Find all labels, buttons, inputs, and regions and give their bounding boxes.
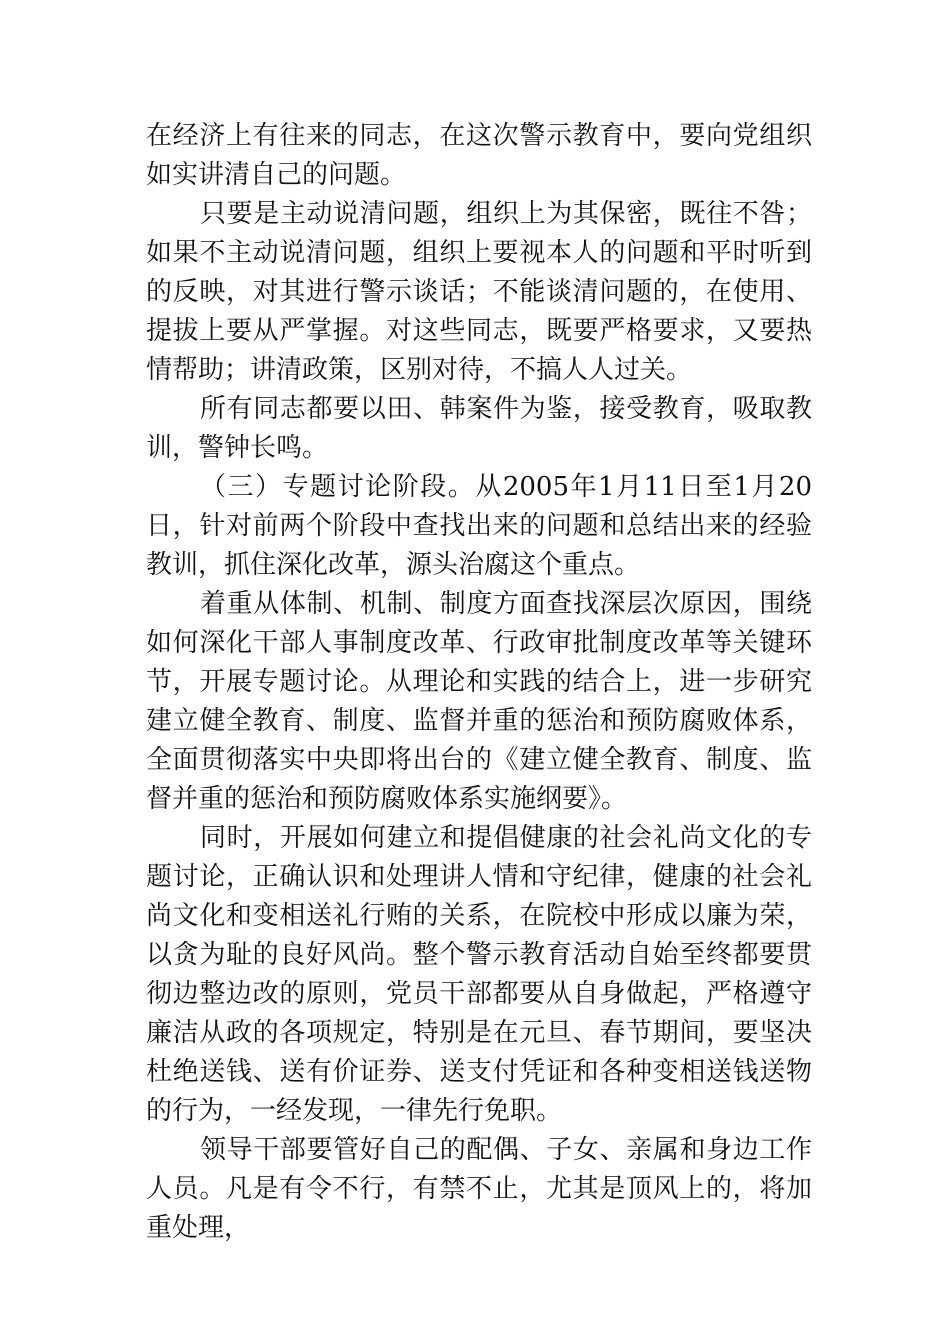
paragraph-continuation: 在经济上有往来的同志，在这次警示教育中，要向党组织如实讲清自己的问题。: [146, 121, 812, 190]
paragraph-system-reform: 着重从体制、机制、制度方面查找深层次原因，围绕如何深化干部人事制度改革、行政审批制度改革等关键环节，开展专题讨论。从理论和实践的结合上，进一步研究建立健全教育、制度、监督并重的惩治和预防腐败体系，全面贯彻落实中央即将出台的《建立健全教育、制度、监督并重的惩治和预防腐败体系实施纲要》。: [146, 589, 812, 814]
paragraph-confession-policy: 只要是主动说清问题，组织上为其保密，既往不咎；如果不主动说清问题，组织上要视本人的问题和平时听到的反映，对其进行警示谈话；不能谈清问题的，在使用、提拔上要从严掌握。对这些同志，既要严格要求，又要热情帮助；讲清政策，区别对待，不搞人人过关。: [146, 199, 812, 385]
paragraph-gift-culture: 同时，开展如何建立和提倡健康的社会礼尚文化的专题讨论，正确认识和处理讲人情和守纪律，健康的社会礼尚文化和变相送礼行贿的关系，在院校中形成以廉为荣，以贪为耻的良好风尚。整个警示教育活动自始至终都要贯彻边整边改的原则，党员干部都要从自身做起，严格遵守廉洁从政的各项规定，特别是在元旦、春节期间，要坚决杜绝送钱、送有价证券、送支付凭证和各种变相送钱送物的行为，一经发现，一律先行免职。: [146, 823, 812, 1126]
paragraph-stage-three: （三）专题讨论阶段。从2005年1月11日至1月20日，针对前两个阶段中查找出来的问题和总结出来的经验教训，抓住深化改革，源头治腐这个重点。: [146, 472, 812, 580]
paragraph-family-management: 领导干部要管好自己的配偶、子女、亲属和身边工作人员。凡是有令不行，有禁不止，尤其是顶风上的，将加重处理，: [146, 1135, 812, 1243]
document-page: [146, 117, 812, 1248]
paragraph-lesson: 所有同志都要以田、韩案件为鉴，接受教育，吸取教训，警钟长鸣。: [146, 394, 812, 463]
